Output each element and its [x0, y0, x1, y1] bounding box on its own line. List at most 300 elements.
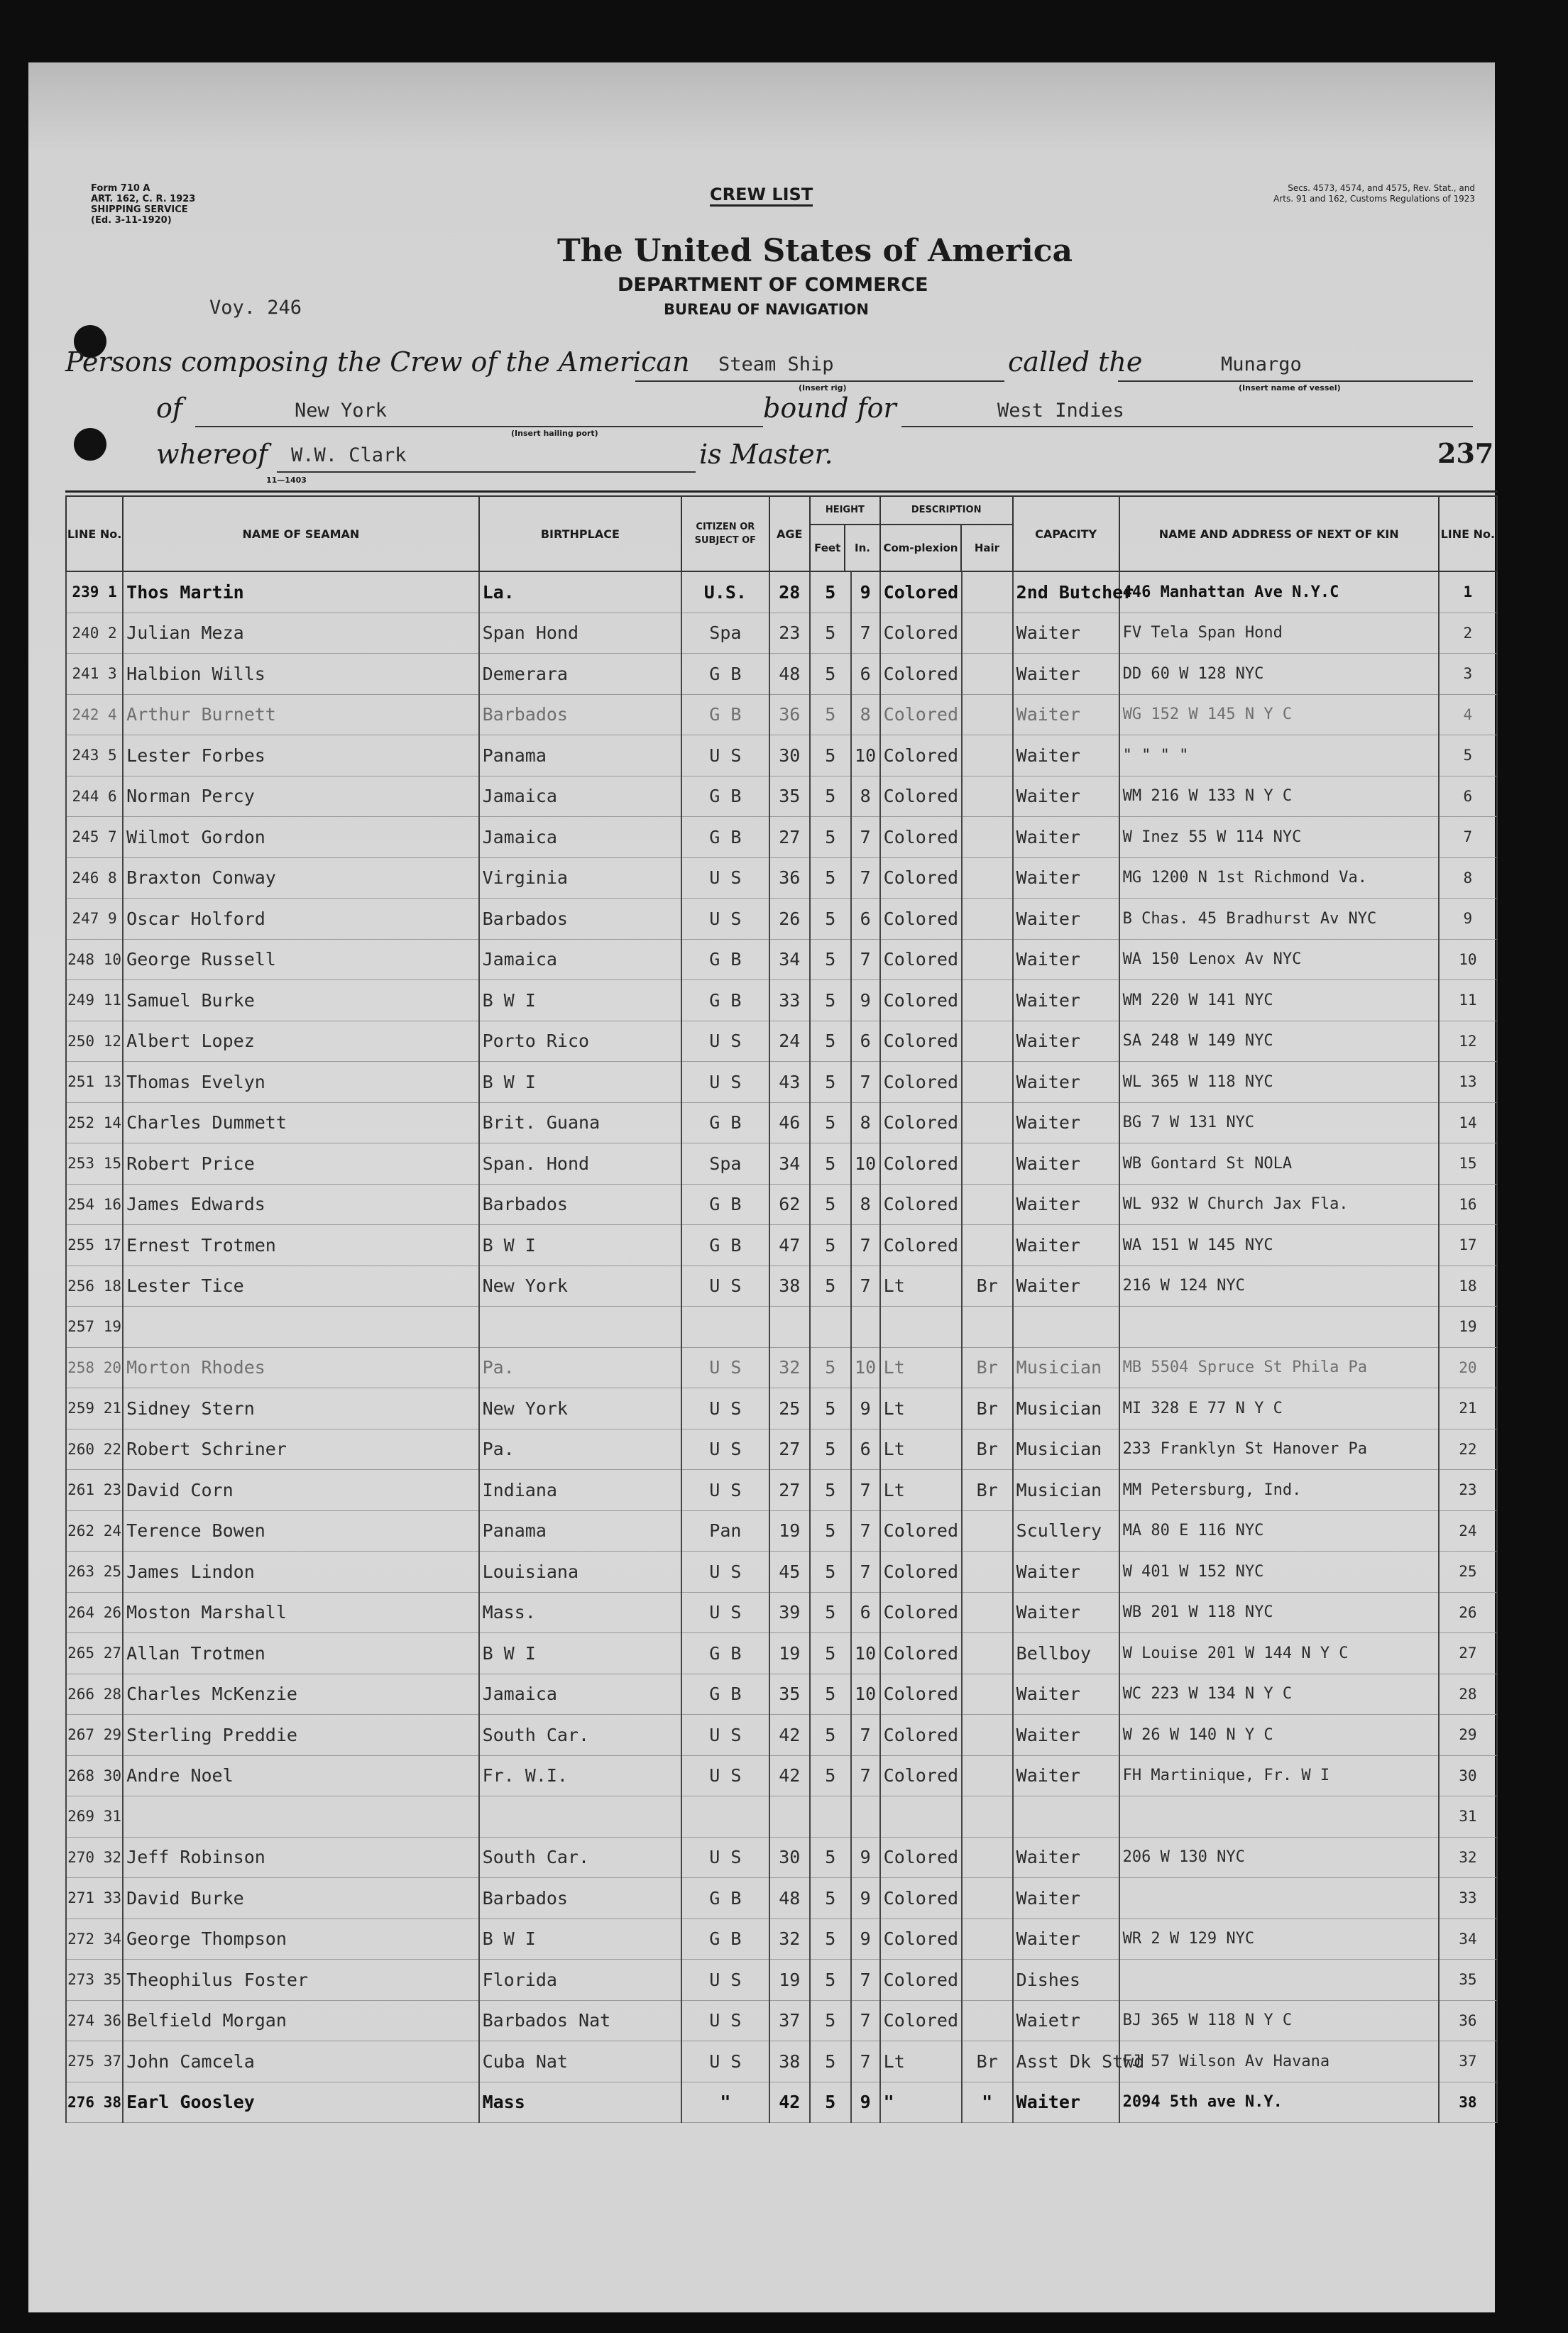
line-number: 266 28: [66, 1674, 123, 1715]
header-capacity: CAPACITY: [1013, 496, 1119, 571]
header-line-no-right: LINE No.: [1439, 496, 1497, 571]
citizenship: U S: [681, 1388, 769, 1429]
table-row: [66, 1918, 1497, 1960]
age: [769, 1796, 811, 1838]
table-row: [66, 1592, 1497, 1633]
description-subheaders: [881, 525, 1012, 571]
line-number: 276 38: [66, 2082, 123, 2123]
table-row: [66, 1633, 1497, 1674]
statute-line: Secs. 4573, 4574, and 4575, Rev. Stat., and: [1288, 183, 1475, 193]
table-row: [66, 980, 1497, 1021]
complexion: Colored: [880, 571, 962, 613]
seaman-name: [123, 1796, 478, 1838]
line-number-right: 3: [1439, 654, 1497, 695]
table-row: [66, 2000, 1497, 2041]
seaman-name: James Edwards: [123, 1184, 478, 1225]
form-art-text: ART. 162, C. R. 1923: [91, 194, 196, 204]
crew-body: [66, 571, 1497, 2123]
citizenship: G B: [681, 939, 769, 980]
table-row: [66, 1755, 1497, 1796]
line-number: 247 9: [66, 899, 123, 940]
hair: [962, 1552, 1013, 1593]
line-number-right: 4: [1439, 694, 1497, 735]
line-number-right: 9: [1439, 899, 1497, 940]
line-number-right: 17: [1439, 1225, 1497, 1266]
table-row: [66, 1470, 1497, 1511]
citizenship: U S: [681, 1755, 769, 1796]
line-number: 272 34: [66, 1918, 123, 1960]
height-inches: 7: [851, 613, 880, 654]
capacity: Waiter: [1013, 1837, 1119, 1878]
citizenship: U S: [681, 1470, 769, 1511]
complexion: Colored: [880, 1021, 962, 1062]
hair: [962, 1674, 1013, 1715]
height-inches: 9: [851, 571, 880, 613]
height-inches: 9: [851, 1388, 880, 1429]
complexion: Colored: [880, 654, 962, 695]
line-number-right: 26: [1439, 1592, 1497, 1633]
seaman-name: Theophilus Foster: [123, 1960, 478, 2001]
height-inches: 7: [851, 1552, 880, 1593]
age: 38: [769, 2041, 811, 2082]
table-row: [66, 1878, 1497, 1919]
hair: [962, 1307, 1013, 1348]
citizenship: G B: [681, 1878, 769, 1919]
table-row: [66, 817, 1497, 858]
complexion: Colored: [880, 1143, 962, 1185]
age: 42: [769, 1755, 811, 1796]
hair: [962, 1715, 1013, 1756]
age: 30: [769, 735, 811, 776]
birthplace: Virginia: [479, 857, 682, 899]
next-of-kin: MA 80 E 116 NYC: [1119, 1510, 1439, 1552]
birthplace: Barbados Nat: [479, 2000, 682, 2041]
line-number-right: 12: [1439, 1021, 1497, 1062]
line-number: 259 21: [66, 1388, 123, 1429]
hair: [962, 899, 1013, 940]
height-inches: 7: [851, 1715, 880, 1756]
height-feet: 5: [810, 1470, 851, 1511]
next-of-kin: MG 1200 N 1st Richmond Va.: [1119, 857, 1439, 899]
line-number-right: 2: [1439, 613, 1497, 654]
complexion: Colored: [880, 1184, 962, 1225]
next-of-kin: MM Petersburg, Ind.: [1119, 1470, 1439, 1511]
capacity: Musician: [1013, 1388, 1119, 1429]
age: 19: [769, 1510, 811, 1552]
header-citizen: CITIZEN OR SUBJECT OF: [681, 496, 769, 571]
table-row: [66, 2041, 1497, 2082]
form-edition-text: (Ed. 3-11-1920): [91, 215, 172, 226]
height-inches: 7: [851, 1510, 880, 1552]
hair: [962, 980, 1013, 1021]
line-number: 253 15: [66, 1143, 123, 1185]
capacity: Waiter: [1013, 1225, 1119, 1266]
capacity: Waiter: [1013, 1102, 1119, 1143]
height-inches: 9: [851, 980, 880, 1021]
line-number-right: 35: [1439, 1960, 1497, 2001]
complexion: Lt: [880, 1470, 962, 1511]
citizenship: U.S.: [681, 571, 769, 613]
citizenship: G B: [681, 1674, 769, 1715]
height-inches: [851, 1307, 880, 1348]
height-feet: 5: [810, 1552, 851, 1593]
line-number-right: 7: [1439, 817, 1497, 858]
height-feet: 5: [810, 1918, 851, 1960]
hair: [962, 654, 1013, 695]
age: 42: [769, 1715, 811, 1756]
seaman-name: Andre Noel: [123, 1755, 478, 1796]
next-of-kin: B Chas. 45 Bradhurst Av NYC: [1119, 899, 1439, 940]
height-feet: 5: [810, 1266, 851, 1307]
statute-line: Arts. 91 and 162, Customs Regulations of 1923: [1273, 194, 1475, 204]
hair: [962, 1633, 1013, 1674]
capacity: Asst Dk Stwd: [1013, 2041, 1119, 2082]
seaman-name: George Russell: [123, 939, 478, 980]
height-feet: 5: [810, 694, 851, 735]
header-name: NAME OF SEAMAN: [123, 496, 478, 571]
age: 48: [769, 1878, 811, 1919]
intro-text-3: of: [156, 393, 182, 424]
next-of-kin: BJ 365 W 118 N Y C: [1119, 2000, 1439, 2041]
height-feet: 5: [810, 899, 851, 940]
seaman-name: Arthur Burnett: [123, 694, 478, 735]
capacity: Waiter: [1013, 817, 1119, 858]
next-of-kin: 206 W 130 NYC: [1119, 1837, 1439, 1878]
seaman-name: Julian Meza: [123, 613, 478, 654]
citizenship: U S: [681, 1347, 769, 1388]
table-row: [66, 654, 1497, 695]
age: 32: [769, 1918, 811, 1960]
table-row: [66, 571, 1497, 613]
hair: Br: [962, 1347, 1013, 1388]
line-number: 248 10: [66, 939, 123, 980]
table-row: [66, 1307, 1497, 1348]
hair: [962, 1510, 1013, 1552]
height-inches: 8: [851, 1102, 880, 1143]
hair: [962, 1837, 1013, 1878]
line-number-right: 38: [1439, 2082, 1497, 2123]
complexion: Colored: [880, 1102, 962, 1143]
hair: [962, 1755, 1013, 1796]
hair: [962, 613, 1013, 654]
seaman-name: Braxton Conway: [123, 857, 478, 899]
line-number: 265 27: [66, 1633, 123, 1674]
birthplace: B W I: [479, 1225, 682, 1266]
next-of-kin: W 26 W 140 N Y C: [1119, 1715, 1439, 1756]
height-feet: 5: [810, 1837, 851, 1878]
line-number: 251 13: [66, 1062, 123, 1103]
complexion: Lt: [880, 2041, 962, 2082]
complexion-label: Com-plexion: [881, 525, 963, 571]
complexion: ": [880, 2082, 962, 2123]
line-number: 262 24: [66, 1510, 123, 1552]
seaman-name: Sterling Preddie: [123, 1715, 478, 1756]
next-of-kin: SA 248 W 149 NYC: [1119, 1021, 1439, 1062]
seaman-name: Samuel Burke: [123, 980, 478, 1021]
birthplace: Mass: [479, 2082, 682, 2123]
line-number-right: 31: [1439, 1796, 1497, 1838]
birthplace: Panama: [479, 735, 682, 776]
age: 39: [769, 1592, 811, 1633]
line-number-right: 32: [1439, 1837, 1497, 1878]
seaman-name: Albert Lopez: [123, 1021, 478, 1062]
next-of-kin: WL 365 W 118 NYC: [1119, 1062, 1439, 1103]
table-row: [66, 1062, 1497, 1103]
birthplace: Indiana: [479, 1470, 682, 1511]
height-inches: 7: [851, 939, 880, 980]
line-number-right: 1: [1439, 571, 1497, 613]
table-row: [66, 1510, 1497, 1552]
height-feet: 5: [810, 654, 851, 695]
next-of-kin: 2094 5th ave N.Y.: [1119, 2082, 1439, 2123]
capacity: Waiter: [1013, 1143, 1119, 1185]
seaman-name: Robert Price: [123, 1143, 478, 1185]
line-number: 269 31: [66, 1796, 123, 1838]
table-row: [66, 1266, 1497, 1307]
complexion: Colored: [880, 1552, 962, 1593]
capacity: Waiter: [1013, 1184, 1119, 1225]
complexion: Lt: [880, 1266, 962, 1307]
birthplace: New York: [479, 1266, 682, 1307]
line-number-right: 14: [1439, 1102, 1497, 1143]
birthplace: South Car.: [479, 1715, 682, 1756]
capacity: Waiter: [1013, 613, 1119, 654]
age: 43: [769, 1062, 811, 1103]
print-code: 11—1403: [266, 476, 307, 485]
birthplace: Porto Rico: [479, 1021, 682, 1062]
line-number: 243 5: [66, 735, 123, 776]
seaman-name: Wilmot Gordon: [123, 817, 478, 858]
birthplace: [479, 1796, 682, 1838]
table-row: [66, 1429, 1497, 1470]
age: 23: [769, 613, 811, 654]
table-row: [66, 1102, 1497, 1143]
capacity: [1013, 1307, 1119, 1348]
seaman-name: Belfield Morgan: [123, 2000, 478, 2041]
next-of-kin: WL 932 W Church Jax Fla.: [1119, 1184, 1439, 1225]
citizenship: G B: [681, 1225, 769, 1266]
height-feet: 5: [810, 735, 851, 776]
seaman-name: David Corn: [123, 1470, 478, 1511]
complexion: Colored: [880, 817, 962, 858]
line-number: 241 3: [66, 654, 123, 695]
citizenship: U S: [681, 1429, 769, 1470]
hair: [962, 776, 1013, 817]
citizenship: U S: [681, 1592, 769, 1633]
next-of-kin: WR 2 W 129 NYC: [1119, 1918, 1439, 1960]
hair: [962, 1918, 1013, 1960]
table-row: [66, 1960, 1497, 2001]
seaman-name: Moston Marshall: [123, 1592, 478, 1633]
line-number: 263 25: [66, 1552, 123, 1593]
hair: ": [962, 2082, 1013, 2123]
age: 37: [769, 2000, 811, 2041]
birthplace: Jamaica: [479, 1674, 682, 1715]
complexion: Colored: [880, 694, 962, 735]
table-row: [66, 857, 1497, 899]
line-number-right: 5: [1439, 735, 1497, 776]
citizenship: U S: [681, 735, 769, 776]
complexion: Colored: [880, 1837, 962, 1878]
line-number: 254 16: [66, 1184, 123, 1225]
height-inches: 8: [851, 694, 880, 735]
citizenship: U S: [681, 1715, 769, 1756]
seaman-name: Halbion Wills: [123, 654, 478, 695]
height-feet: 5: [810, 1102, 851, 1143]
next-of-kin: 446 Manhattan Ave N.Y.C: [1119, 571, 1439, 613]
form-title: The United States of America: [557, 233, 1073, 269]
table-row: [66, 735, 1497, 776]
citizenship: G B: [681, 817, 769, 858]
height-inches: 7: [851, 1470, 880, 1511]
citizenship: U S: [681, 1837, 769, 1878]
line-number-right: 36: [1439, 2000, 1497, 2041]
height-inches: 6: [851, 1592, 880, 1633]
table-row: [66, 694, 1497, 735]
birthplace: Demerara: [479, 654, 682, 695]
hair: [962, 1878, 1013, 1919]
line-number-right: 6: [1439, 776, 1497, 817]
hair: [962, 857, 1013, 899]
capacity: Waiter: [1013, 1674, 1119, 1715]
next-of-kin: 216 W 124 NYC: [1119, 1266, 1439, 1307]
citizenship: G B: [681, 654, 769, 695]
line-number-right: 13: [1439, 1062, 1497, 1103]
vessel-underline: [1118, 380, 1473, 382]
complexion: Colored: [880, 735, 962, 776]
height-feet: 5: [810, 1429, 851, 1470]
citizenship: ": [681, 2082, 769, 2123]
seaman-name: Sidney Stern: [123, 1388, 478, 1429]
citizenship: Pan: [681, 1510, 769, 1552]
capacity: Waiter: [1013, 1755, 1119, 1796]
age: 27: [769, 817, 811, 858]
age: 46: [769, 1102, 811, 1143]
age: 28: [769, 571, 811, 613]
age: 27: [769, 1470, 811, 1511]
citizenship: U S: [681, 1266, 769, 1307]
hair: [962, 817, 1013, 858]
capacity: 2nd Butcher: [1013, 571, 1119, 613]
line-number-right: 29: [1439, 1715, 1497, 1756]
description-label: DESCRIPTION: [881, 497, 1012, 525]
seaman-name: Earl Goosley: [123, 2082, 478, 2123]
birthplace: Barbados: [479, 694, 682, 735]
capacity: Musician: [1013, 1470, 1119, 1511]
citizenship: U S: [681, 2000, 769, 2041]
line-number: 249 11: [66, 980, 123, 1021]
height-feet: 5: [810, 1143, 851, 1185]
vessel-caption: (Insert name of vessel): [1239, 383, 1341, 393]
age: 32: [769, 1347, 811, 1388]
age: [769, 1307, 811, 1348]
next-of-kin: FH Martinique, Fr. W I: [1119, 1755, 1439, 1796]
next-of-kin: WC 223 W 134 N Y C: [1119, 1674, 1439, 1715]
birthplace: Barbados: [479, 899, 682, 940]
line-number-right: 20: [1439, 1347, 1497, 1388]
height-feet: 5: [810, 1021, 851, 1062]
intro-text-4: bound for: [763, 393, 897, 424]
header-rule: [65, 490, 1498, 493]
height-inches: 6: [851, 899, 880, 940]
next-of-kin: W Inez 55 W 114 NYC: [1119, 817, 1439, 858]
birthplace: Louisiana: [479, 1552, 682, 1593]
rig-underline: [635, 380, 1004, 382]
header-height: [810, 496, 880, 571]
line-number-right: 37: [1439, 2041, 1497, 2082]
next-of-kin: [1119, 1960, 1439, 2001]
page-number: 237: [1437, 437, 1494, 469]
complexion: Colored: [880, 1715, 962, 1756]
line-number: 245 7: [66, 817, 123, 858]
line-number: 246 8: [66, 857, 123, 899]
height-inches: 7: [851, 2041, 880, 2082]
next-of-kin: DD 60 W 128 NYC: [1119, 654, 1439, 695]
next-of-kin: WB Gontard St NOLA: [1119, 1143, 1439, 1185]
rig-value: Steam Ship: [718, 353, 834, 375]
age: 42: [769, 2082, 811, 2123]
birthplace: Mass.: [479, 1592, 682, 1633]
citizenship: U S: [681, 1960, 769, 2001]
table-row: [66, 1552, 1497, 1593]
height-feet: 5: [810, 1225, 851, 1266]
height-feet: 5: [810, 1878, 851, 1919]
age: 34: [769, 1143, 811, 1185]
height-feet: 5: [810, 1062, 851, 1103]
line-number-right: 33: [1439, 1878, 1497, 1919]
line-number-right: 15: [1439, 1143, 1497, 1185]
home-port: New York: [295, 400, 388, 422]
intro-text-2: called the: [1008, 346, 1143, 378]
height-inches: 7: [851, 1062, 880, 1103]
height-inches: 9: [851, 2082, 880, 2123]
age: 36: [769, 694, 811, 735]
capacity: Waiter: [1013, 1021, 1119, 1062]
capacity: Waiter: [1013, 1878, 1119, 1919]
complexion: Colored: [880, 1633, 962, 1674]
height-feet: 5: [810, 2000, 851, 2041]
port-caption: (Insert hailing port): [511, 429, 598, 438]
complexion: [880, 1796, 962, 1838]
next-of-kin: [1119, 1878, 1439, 1919]
complexion: Colored: [880, 1062, 962, 1103]
height-inches: 8: [851, 776, 880, 817]
table-row: [66, 1674, 1497, 1715]
birthplace: Fr. W.I.: [479, 1755, 682, 1796]
height-feet: 5: [810, 613, 851, 654]
birthplace: Barbados: [479, 1184, 682, 1225]
height-feet: 5: [810, 1388, 851, 1429]
form-service-text: SHIPPING SERVICE: [91, 204, 188, 215]
age: 19: [769, 1633, 811, 1674]
line-number-right: 28: [1439, 1674, 1497, 1715]
complexion: Colored: [880, 1674, 962, 1715]
table-row: [66, 776, 1497, 817]
age: 45: [769, 1552, 811, 1593]
age: 24: [769, 1021, 811, 1062]
birthplace: B W I: [479, 1062, 682, 1103]
header-kin: NAME AND ADDRESS OF NEXT OF KIN: [1119, 496, 1439, 571]
hair: [962, 1021, 1013, 1062]
citizenship: G B: [681, 1633, 769, 1674]
complexion: Colored: [880, 1592, 962, 1633]
height-label: HEIGHT: [811, 497, 879, 525]
table-row: [66, 1347, 1497, 1388]
seaman-name: Oscar Holford: [123, 899, 478, 940]
height-inches: 6: [851, 1021, 880, 1062]
table-row: [66, 1143, 1497, 1185]
table-row: [66, 1021, 1497, 1062]
